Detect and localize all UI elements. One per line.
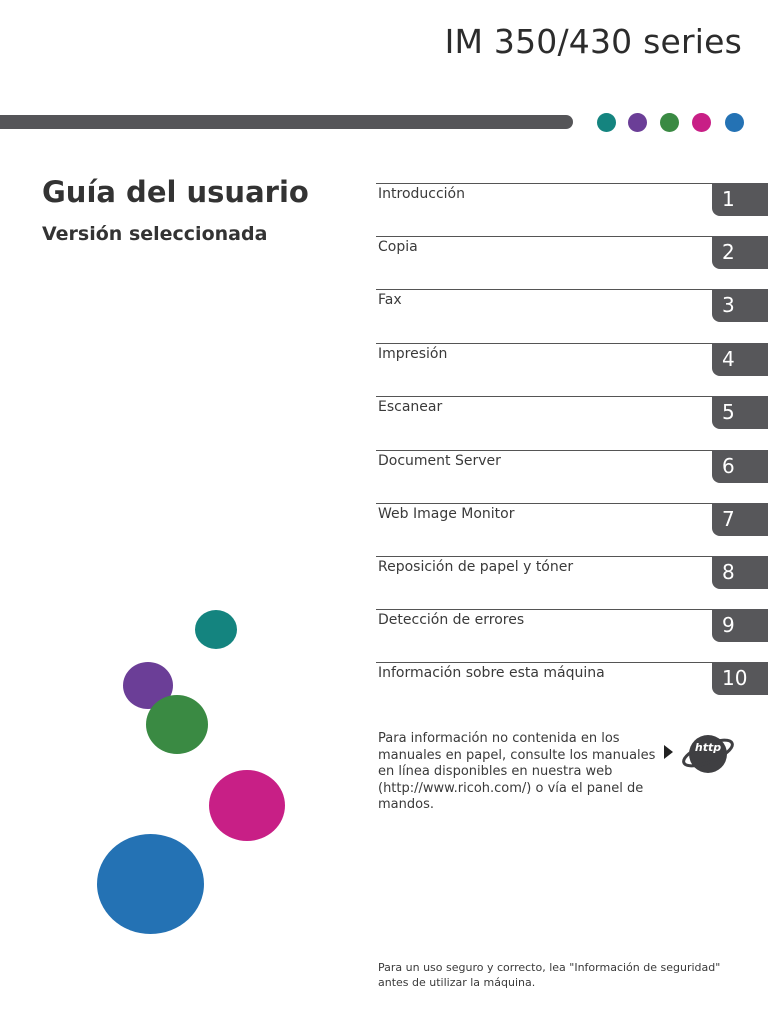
green-dot bbox=[660, 113, 679, 132]
chapter-divider bbox=[376, 343, 768, 344]
chapter-tab[interactable]: 9 bbox=[712, 609, 768, 642]
chapter-introduccion[interactable] bbox=[376, 183, 768, 237]
blue-dot bbox=[725, 113, 744, 132]
note-line: manuales en papel, consulte los manuales bbox=[378, 747, 656, 763]
chapter-divider bbox=[376, 503, 768, 504]
chapter-divider bbox=[376, 450, 768, 451]
online-manuals-note bbox=[378, 731, 668, 814]
chapter-divider bbox=[376, 609, 768, 610]
series-title: IM 350/430 series bbox=[444, 22, 742, 61]
safety-line: antes de utilizar la máquina. bbox=[378, 976, 536, 989]
chapter-tab[interactable]: 10 bbox=[712, 662, 768, 695]
teal-dot bbox=[597, 113, 616, 132]
magenta-circle bbox=[209, 770, 285, 841]
chapter-tab[interactable]: 3 bbox=[712, 289, 768, 322]
chapter-label: Introducción bbox=[378, 186, 465, 202]
chapter-tab[interactable]: 5 bbox=[712, 396, 768, 429]
chapter-label: Document Server bbox=[378, 453, 501, 469]
header-bar bbox=[0, 115, 573, 129]
chapter-label: Reposición de papel y tóner bbox=[378, 559, 574, 575]
chapter-escanear[interactable] bbox=[376, 396, 768, 450]
page-subtitle: Versión seleccionada bbox=[42, 223, 268, 245]
green-circle bbox=[146, 695, 208, 754]
http-globe-icon bbox=[682, 730, 734, 776]
chapter-document-server[interactable] bbox=[376, 450, 768, 504]
chapter-label: Impresión bbox=[378, 346, 448, 362]
chapter-reposicion[interactable] bbox=[376, 556, 768, 610]
chapter-tab[interactable]: 1 bbox=[712, 183, 768, 216]
chapter-divider bbox=[376, 662, 768, 663]
chapter-informacion-maquina[interactable] bbox=[376, 662, 768, 716]
chapter-divider bbox=[376, 556, 768, 557]
page-title: Guía del usuario bbox=[42, 175, 309, 209]
chapter-fax[interactable] bbox=[376, 289, 768, 343]
chapter-divider bbox=[376, 183, 768, 184]
purple-dot bbox=[628, 113, 647, 132]
chapter-label: Web Image Monitor bbox=[378, 506, 515, 522]
chapter-label: Escanear bbox=[378, 399, 443, 415]
chapter-divider bbox=[376, 289, 768, 290]
chapter-web-image-monitor[interactable] bbox=[376, 503, 768, 557]
safety-note bbox=[378, 960, 748, 990]
magenta-dot bbox=[692, 113, 711, 132]
note-line: (http://www.ricoh.com/) o vía el panel de bbox=[378, 780, 644, 796]
chapter-deteccion-errores[interactable] bbox=[376, 609, 768, 663]
note-line: mandos. bbox=[378, 797, 434, 812]
chapter-copia[interactable] bbox=[376, 236, 768, 290]
safety-line: Para un uso seguro y correcto, lea "Información de seguridad" bbox=[378, 961, 721, 974]
chapter-impresion[interactable] bbox=[376, 343, 768, 397]
chapter-divider bbox=[376, 236, 768, 237]
chapter-label: Fax bbox=[378, 292, 402, 308]
blue-circle bbox=[97, 834, 204, 934]
note-line: en línea disponibles en nuestra web bbox=[378, 764, 613, 779]
chapter-tab[interactable]: 7 bbox=[712, 503, 768, 536]
chapter-label: Copia bbox=[378, 239, 418, 255]
chapter-tab[interactable]: 2 bbox=[712, 236, 768, 269]
note-line: Para información no contenida en los bbox=[378, 731, 620, 746]
arrow-right-icon bbox=[664, 745, 673, 759]
chapter-tab[interactable]: 6 bbox=[712, 450, 768, 483]
chapter-tab[interactable]: 4 bbox=[712, 343, 768, 376]
chapter-label: Información sobre esta máquina bbox=[378, 665, 605, 681]
chapter-label: Detección de errores bbox=[378, 612, 525, 628]
http-icon-label: http bbox=[694, 741, 722, 754]
teal-circle bbox=[195, 610, 237, 649]
chapter-tab[interactable]: 8 bbox=[712, 556, 768, 589]
chapter-divider bbox=[376, 396, 768, 397]
